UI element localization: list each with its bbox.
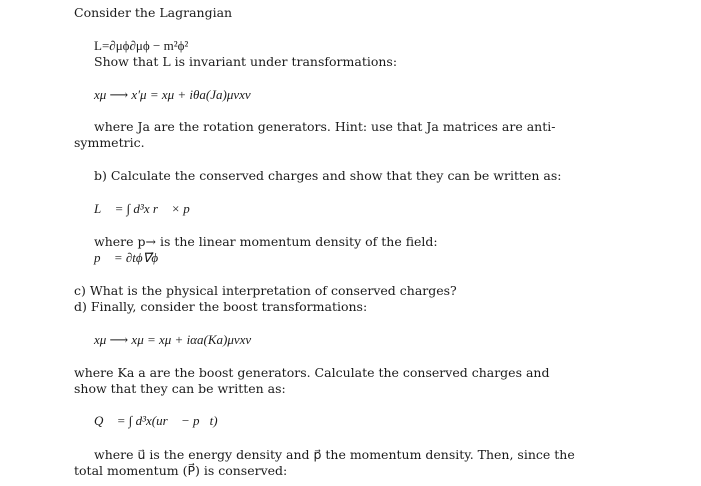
boost-transform-equation: xμ ⟶ xμ = xμ + iαa(Ka)μνxν (94, 332, 252, 347)
invariance-prompt: Show that L is invariant under transformations: (94, 54, 398, 69)
boost-note-line-1: where Ka a are the boost generators. Calculate the conserved charges and (74, 365, 550, 380)
part-b-question: b) Calculate the conserved charges and show that they can be written as: (94, 168, 562, 183)
momentum-note: where p→ is the linear momentum density of the field: (94, 234, 438, 249)
part-d-question: d) Finally, consider the boost transformations: (74, 299, 368, 314)
intro-text: Consider the Lagrangian (74, 5, 233, 20)
rotation-transform-equation: xμ ⟶ x′μ = xμ + iθa(Ja)μνxν (94, 87, 251, 102)
angular-momentum-equation: L⃗ = ∫ d³x r⃗ × p⃗ (94, 201, 200, 216)
momentum-density-equation: p⃗ = ∂tϕ∇⃗ϕ (94, 250, 159, 265)
rotation-note-line-2: symmetric. (74, 135, 145, 150)
part-c-question: c) What is the physical interpretation of conserved charges? (74, 283, 457, 298)
energy-note-line-2: total momentum (P⃗) is conserved: (74, 463, 288, 478)
boost-charge-equation: Q⃗ = ∫ d³x(ur⃗ − p⃗t) (94, 413, 218, 428)
boost-note-line-2: show that they can be written as: (74, 381, 286, 396)
energy-note-line-1: where u⃗ is the energy density and p⃗ the momentum density. Then, since the (94, 447, 575, 462)
rotation-note-line-1: where Ja are the rotation generators. Hint: use that Ja matrices are anti- (94, 119, 556, 134)
lagrangian-equation: L=∂μϕ∂μϕ − m²ϕ² (94, 38, 189, 53)
